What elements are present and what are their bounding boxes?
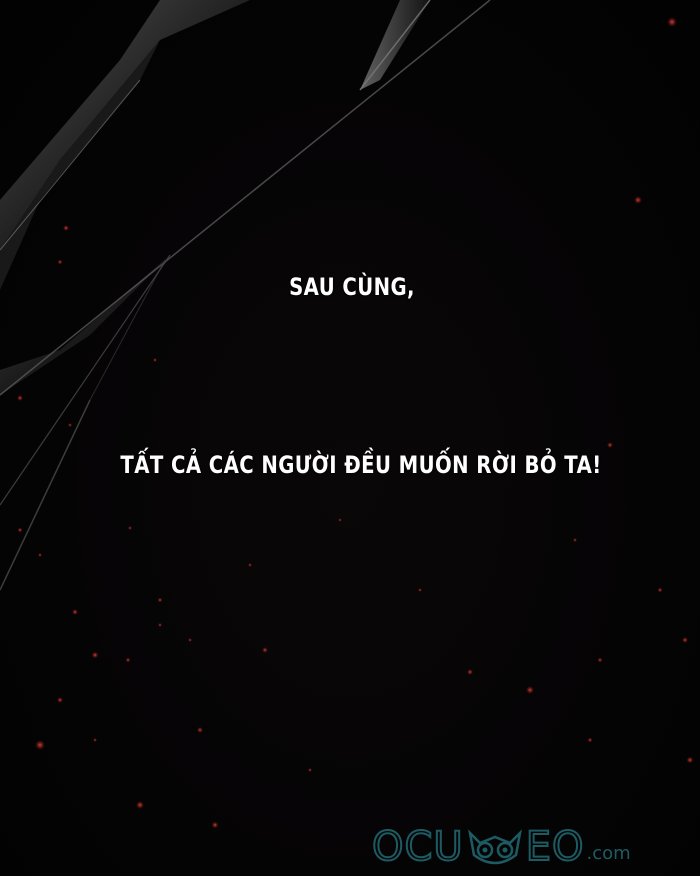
watermark-brand-left: OCU: [372, 824, 464, 870]
owl-face-icon: [466, 825, 524, 869]
watermark-suffix: .com: [586, 842, 631, 864]
ember-particles: [17, 17, 694, 829]
site-watermark: [372, 823, 631, 871]
speech-caption-2: TẤT CẢ CÁC NGƯỜI ĐỀU MUỐN RỜI BỎ TA!: [120, 451, 602, 479]
speech-caption-1: SAU CÙNG,: [289, 273, 415, 301]
watermark-brand-right: EO: [525, 824, 585, 870]
